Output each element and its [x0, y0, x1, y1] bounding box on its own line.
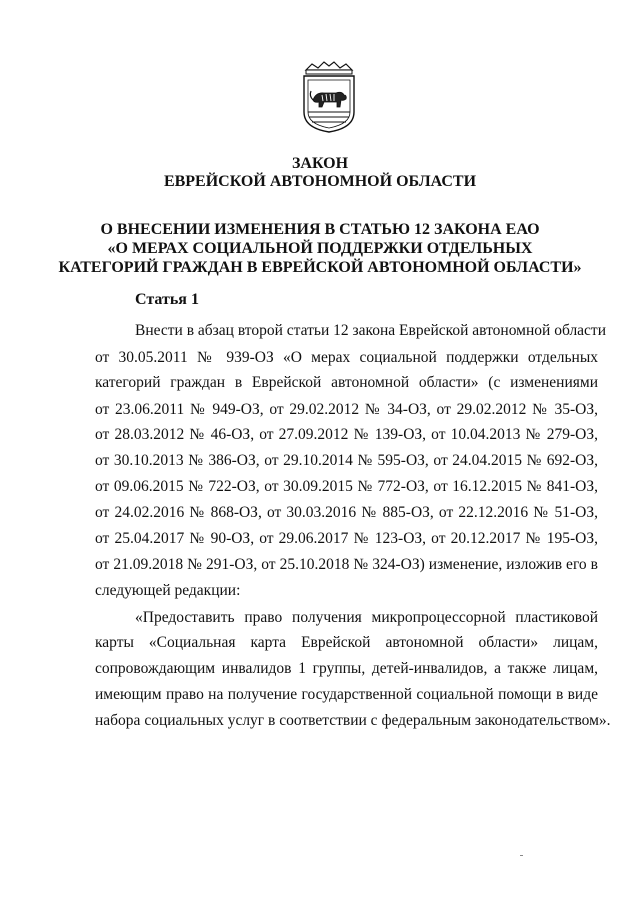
body-line: следующей редакции:: [95, 582, 241, 599]
law-title-line: КАТЕГОРИЙ ГРАЖДАН В ЕВРЕЙСКОЙ АВТОНОМНОЙ ОБЛАСТИ»: [58, 259, 582, 276]
region-heading: ЕВРЕЙСКОЙ АВТОНОМНОЙ ОБЛАСТИ: [163, 173, 477, 190]
quote-line: набора социальных услуг в соответствии с федеральным законодательством».: [95, 712, 611, 729]
quote-line: карты «Социальная карта Еврейской автономной области» лицам,: [95, 634, 598, 651]
scan-speck: [520, 855, 523, 856]
body-line: от 28.03.2012 № 46-ОЗ, от 27.09.2012 № 139-ОЗ, от 10.04.2013 № 279-ОЗ,: [95, 426, 598, 443]
body-line: Внести в абзац второй статьи 12 закона Еврейской автономной области: [135, 322, 607, 339]
body-line: от 30.05.2011 № 939-ОЗ «О мерах социальной поддержки отдельных: [95, 349, 598, 366]
quote-line: «Предоставить право получения микропроцессорной пластиковой: [135, 609, 598, 626]
coat-of-arms-icon: [300, 60, 358, 134]
body-line: от 30.10.2013 № 386-ОЗ, от 29.10.2014 № 595-ОЗ, от 24.04.2015 № 692-ОЗ,: [95, 452, 598, 469]
quote-line: имеющим право на получение государственной социальной помощи в виде: [95, 686, 598, 703]
law-title-line: О ВНЕСЕНИИ ИЗМЕНЕНИЯ В СТАТЬЮ 12 ЗАКОНА ЕАО: [100, 221, 540, 238]
body-line: от 24.02.2016 № 868-ОЗ, от 30.03.2016 № 885-ОЗ, от 22.12.2016 № 51-ОЗ,: [95, 504, 598, 521]
law-heading: ЗАКОН: [291, 155, 349, 172]
quote-line: сопровождающим инвалидов 1 группы, детей-инвалидов, а также лицам,: [95, 660, 598, 677]
body-line: от 23.06.2011 № 949-ОЗ, от 29.02.2012 № 34-ОЗ, от 29.02.2012 № 35-ОЗ,: [95, 401, 598, 418]
body-line: от 21.09.2018 № 291-ОЗ, от 25.10.2018 № 324-ОЗ) изменение, изложив его в: [95, 556, 598, 573]
body-line: от 09.06.2015 № 722-ОЗ, от 30.09.2015 № 772-ОЗ, от 16.12.2015 № 841-ОЗ,: [95, 478, 598, 495]
law-title-line: «О МЕРАХ СОЦИАЛЬНОЙ ПОДДЕРЖКИ ОТДЕЛЬНЫХ: [107, 240, 533, 257]
law-title: [0, 220, 640, 277]
body-line: категорий граждан в Еврейской автономной области» (с изменениями: [95, 374, 598, 391]
body-line: от 25.04.2017 № 90-ОЗ, от 29.06.2017 № 123-ОЗ, от 20.12.2017 № 195-ОЗ,: [95, 530, 598, 547]
article-heading: Статья 1: [135, 291, 199, 308]
